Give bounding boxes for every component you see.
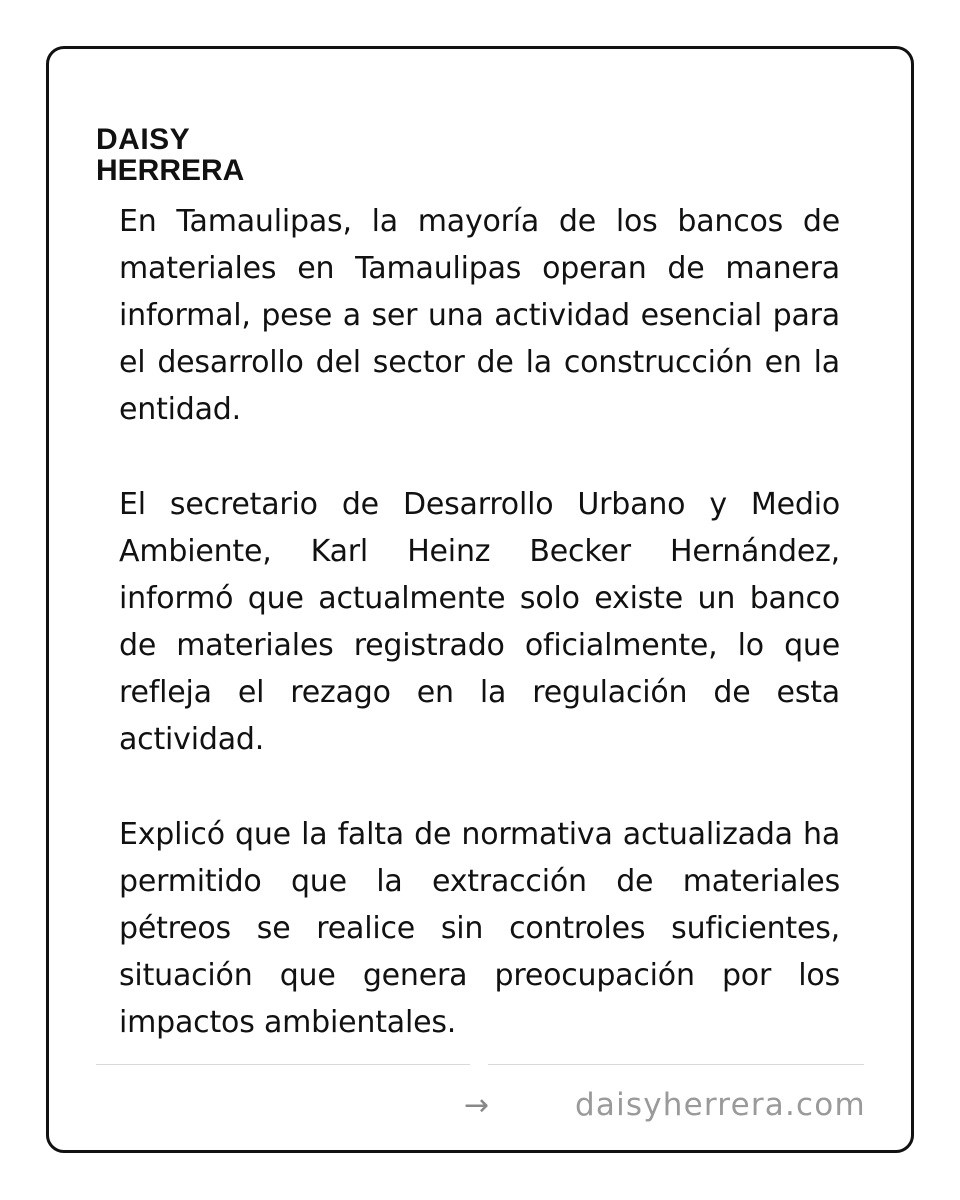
brand-logo (96, 124, 244, 186)
article-paragraph: En Tamaulipas, la mayoría de los bancos de materiales en Tamaulipas operan de manera informal, pese a ser una actividad esencial para el desarrollo del sector de la construcción en la entidad. (119, 204, 840, 427)
brand-first-name: DAISY (96, 123, 191, 156)
divider-marker (470, 1061, 488, 1067)
article-paragraph: El secretario de Desarrollo Urbano y Medio Ambiente, Karl Heinz Becker Hernández, informó que actualmente solo existe un banco de materiales registrado oficialmente, lo que refleja el rezago en la regulación de esta actividad. (119, 487, 840, 757)
article-paragraph: Explicó que la falta de normativa actualizada ha permitido que la extracción de materiales pétreos se realice sin controles suficientes, situación que genera preocupación por los impactos ambientales. (119, 817, 840, 1040)
arrow-right-icon[interactable]: → (464, 1088, 490, 1123)
brand-last-name: HERRERA (96, 154, 245, 187)
article-body (119, 198, 840, 1094)
website-link[interactable]: daisyherrera.com (575, 1087, 866, 1123)
